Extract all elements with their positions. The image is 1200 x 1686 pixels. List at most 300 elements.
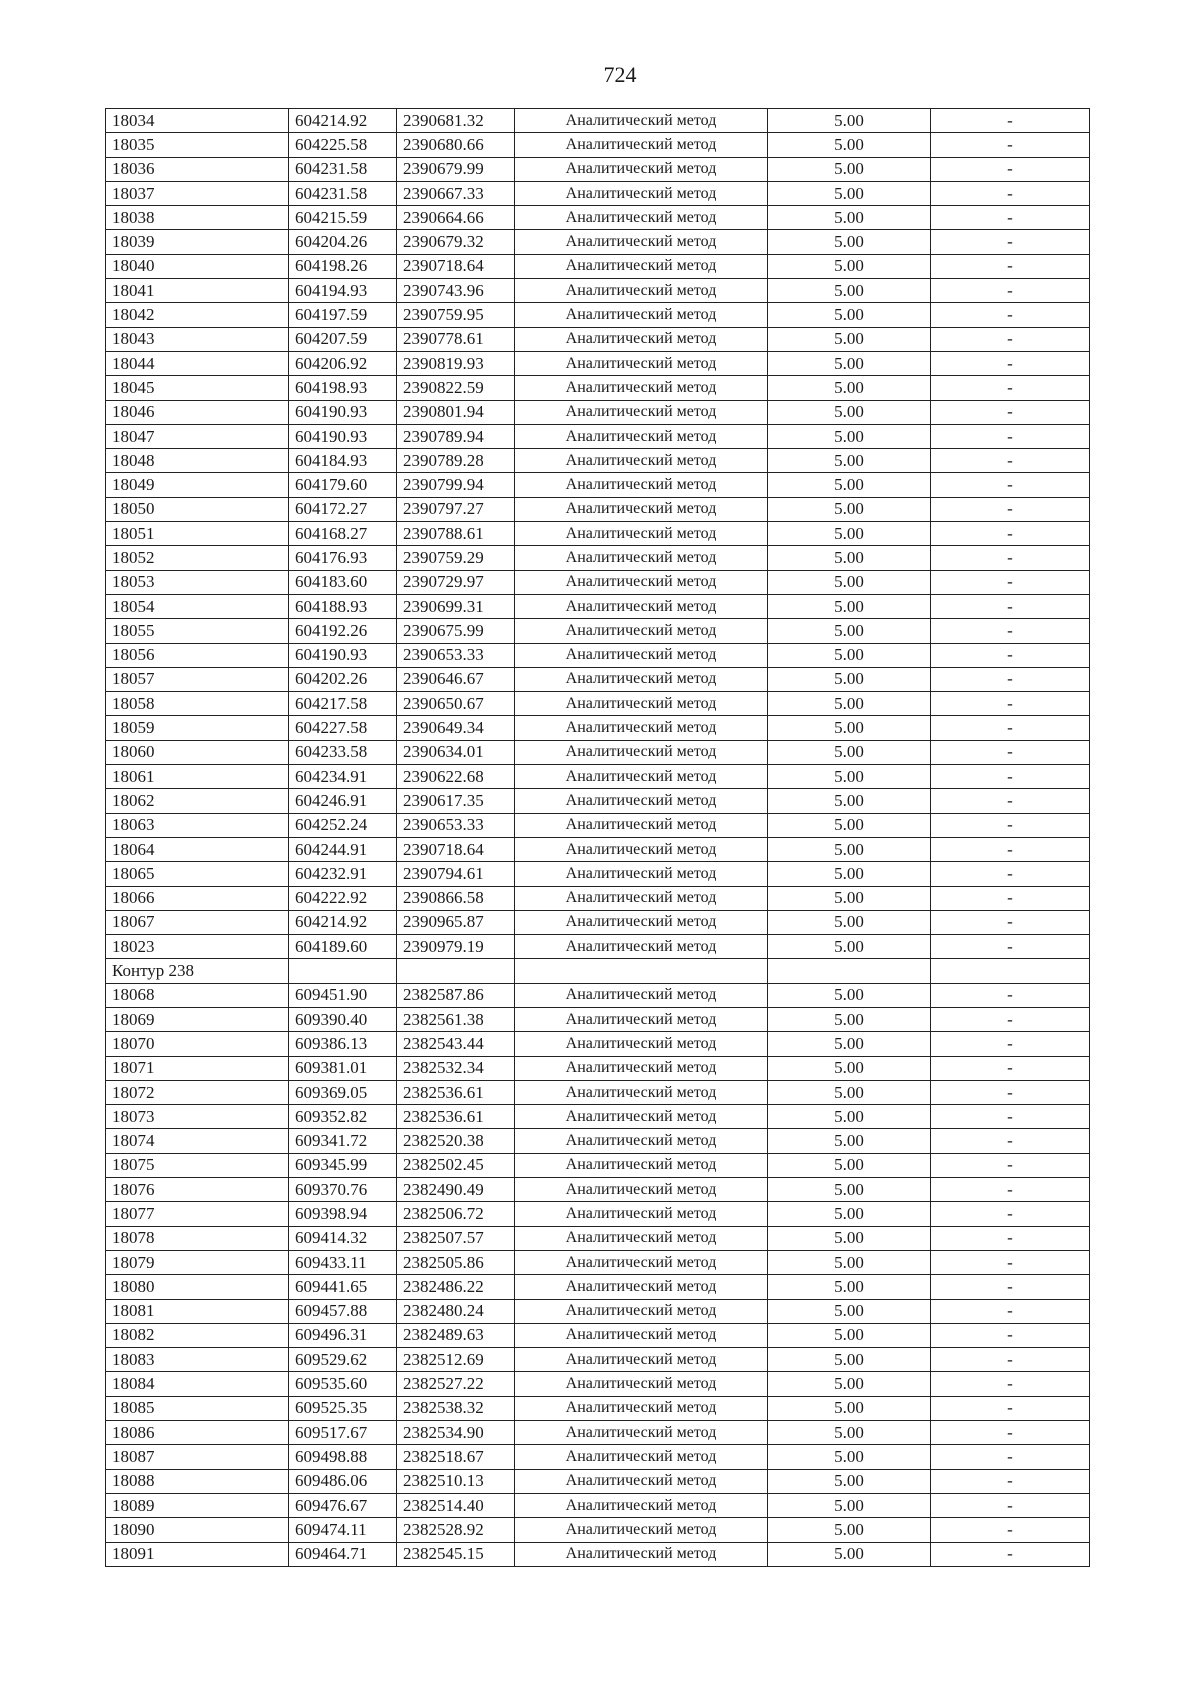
y-coordinate-cell: 2382543.44 [397, 1032, 515, 1056]
note-cell: - [931, 813, 1090, 837]
table-row [106, 279, 1090, 303]
note-cell: - [931, 279, 1090, 303]
point-id-cell: 18091 [106, 1542, 289, 1566]
x-coordinate-cell: 609525.35 [289, 1396, 397, 1420]
accuracy-cell: 5.00 [768, 351, 931, 375]
accuracy-cell: 5.00 [768, 643, 931, 667]
note-cell: - [931, 1348, 1090, 1372]
table-row [106, 886, 1090, 910]
accuracy-cell: 5.00 [768, 594, 931, 618]
note-cell: - [931, 1226, 1090, 1250]
accuracy-cell: 5.00 [768, 230, 931, 254]
point-id-cell: 18089 [106, 1493, 289, 1517]
x-coordinate-cell: 604190.93 [289, 424, 397, 448]
coordinates-table-body [106, 109, 1090, 1567]
table-row [106, 1323, 1090, 1347]
table-row [106, 740, 1090, 764]
method-cell: Аналитический метод [515, 1105, 768, 1129]
method-cell: Аналитический метод [515, 1469, 768, 1493]
table-row [106, 1421, 1090, 1445]
method-cell: Аналитический метод [515, 716, 768, 740]
y-coordinate-cell: 2390822.59 [397, 376, 515, 400]
x-coordinate-cell: 609370.76 [289, 1178, 397, 1202]
y-coordinate-cell: 2390797.27 [397, 497, 515, 521]
y-coordinate-cell: 2390680.66 [397, 133, 515, 157]
x-coordinate-cell: 604217.58 [289, 692, 397, 716]
method-cell: Аналитический метод [515, 667, 768, 691]
accuracy-cell: 5.00 [768, 813, 931, 837]
accuracy-cell: 5.00 [768, 497, 931, 521]
empty-cell [515, 959, 768, 983]
note-cell: - [931, 1421, 1090, 1445]
accuracy-cell: 5.00 [768, 1469, 931, 1493]
y-coordinate-cell: 2382536.61 [397, 1105, 515, 1129]
point-id-cell: 18046 [106, 400, 289, 424]
x-coordinate-cell: 604179.60 [289, 473, 397, 497]
method-cell: Аналитический метод [515, 424, 768, 448]
y-coordinate-cell: 2382536.61 [397, 1080, 515, 1104]
method-cell: Аналитический метод [515, 1250, 768, 1274]
table-row [106, 570, 1090, 594]
accuracy-cell: 5.00 [768, 1178, 931, 1202]
x-coordinate-cell: 609474.11 [289, 1518, 397, 1542]
x-coordinate-cell: 609390.40 [289, 1007, 397, 1031]
method-cell: Аналитический метод [515, 254, 768, 278]
y-coordinate-cell: 2390681.32 [397, 109, 515, 133]
y-coordinate-cell: 2390801.94 [397, 400, 515, 424]
accuracy-cell: 5.00 [768, 206, 931, 230]
x-coordinate-cell: 609498.88 [289, 1445, 397, 1469]
x-coordinate-cell: 604227.58 [289, 716, 397, 740]
accuracy-cell: 5.00 [768, 983, 931, 1007]
table-row [106, 473, 1090, 497]
method-cell: Аналитический метод [515, 813, 768, 837]
y-coordinate-cell: 2382489.63 [397, 1323, 515, 1347]
accuracy-cell: 5.00 [768, 1080, 931, 1104]
x-coordinate-cell: 604184.93 [289, 449, 397, 473]
x-coordinate-cell: 609486.06 [289, 1469, 397, 1493]
accuracy-cell: 5.00 [768, 1202, 931, 1226]
note-cell: - [931, 376, 1090, 400]
table-row [106, 983, 1090, 1007]
table-row [106, 1275, 1090, 1299]
method-cell: Аналитический метод [515, 1178, 768, 1202]
note-cell: - [931, 303, 1090, 327]
method-cell: Аналитический метод [515, 1421, 768, 1445]
page-number: 724 [603, 62, 637, 87]
table-row [106, 206, 1090, 230]
method-cell: Аналитический метод [515, 862, 768, 886]
point-id-cell: 18055 [106, 619, 289, 643]
note-cell: - [931, 1105, 1090, 1129]
note-cell: - [931, 1469, 1090, 1493]
note-cell: - [931, 449, 1090, 473]
y-coordinate-cell: 2382505.86 [397, 1250, 515, 1274]
y-coordinate-cell: 2382512.69 [397, 1348, 515, 1372]
point-id-cell: 18056 [106, 643, 289, 667]
method-cell: Аналитический метод [515, 740, 768, 764]
method-cell: Аналитический метод [515, 109, 768, 133]
y-coordinate-cell: 2382532.34 [397, 1056, 515, 1080]
method-cell: Аналитический метод [515, 837, 768, 861]
accuracy-cell: 5.00 [768, 1226, 931, 1250]
note-cell: - [931, 109, 1090, 133]
method-cell: Аналитический метод [515, 1518, 768, 1542]
method-cell: Аналитический метод [515, 935, 768, 959]
note-cell: - [931, 546, 1090, 570]
point-id-cell: 18079 [106, 1250, 289, 1274]
note-cell: - [931, 1372, 1090, 1396]
x-coordinate-cell: 609352.82 [289, 1105, 397, 1129]
table-row [106, 400, 1090, 424]
group-header-row [106, 959, 1090, 983]
x-coordinate-cell: 604204.26 [289, 230, 397, 254]
note-cell: - [931, 765, 1090, 789]
point-id-cell: 18062 [106, 789, 289, 813]
accuracy-cell: 5.00 [768, 1372, 931, 1396]
x-coordinate-cell: 604198.26 [289, 254, 397, 278]
accuracy-cell: 5.00 [768, 327, 931, 351]
point-id-cell: 18053 [106, 570, 289, 594]
method-cell: Аналитический метод [515, 522, 768, 546]
table-row [106, 643, 1090, 667]
empty-cell [768, 959, 931, 983]
y-coordinate-cell: 2382528.92 [397, 1518, 515, 1542]
x-coordinate-cell: 609369.05 [289, 1080, 397, 1104]
x-coordinate-cell: 609341.72 [289, 1129, 397, 1153]
note-cell: - [931, 619, 1090, 643]
table-row [106, 1372, 1090, 1396]
note-cell: - [931, 400, 1090, 424]
method-cell: Аналитический метод [515, 1396, 768, 1420]
x-coordinate-cell: 604231.58 [289, 181, 397, 205]
accuracy-cell: 5.00 [768, 1445, 931, 1469]
table-row [106, 910, 1090, 934]
accuracy-cell: 5.00 [768, 109, 931, 133]
point-id-cell: 18075 [106, 1153, 289, 1177]
table-row [106, 254, 1090, 278]
table-row [106, 862, 1090, 886]
x-coordinate-cell: 609398.94 [289, 1202, 397, 1226]
accuracy-cell: 5.00 [768, 1032, 931, 1056]
note-cell: - [931, 157, 1090, 181]
method-cell: Аналитический метод [515, 692, 768, 716]
accuracy-cell: 5.00 [768, 789, 931, 813]
accuracy-cell: 5.00 [768, 1518, 931, 1542]
accuracy-cell: 5.00 [768, 1542, 931, 1566]
y-coordinate-cell: 2390622.68 [397, 765, 515, 789]
point-id-cell: 18047 [106, 424, 289, 448]
point-id-cell: 18051 [106, 522, 289, 546]
note-cell: - [931, 1056, 1090, 1080]
y-coordinate-cell: 2382561.38 [397, 1007, 515, 1031]
accuracy-cell: 5.00 [768, 1348, 931, 1372]
y-coordinate-cell: 2382486.22 [397, 1275, 515, 1299]
x-coordinate-cell: 609345.99 [289, 1153, 397, 1177]
point-id-cell: 18052 [106, 546, 289, 570]
note-cell: - [931, 1542, 1090, 1566]
y-coordinate-cell: 2390646.67 [397, 667, 515, 691]
accuracy-cell: 5.00 [768, 1299, 931, 1323]
table-row [106, 1032, 1090, 1056]
x-coordinate-cell: 604231.58 [289, 157, 397, 181]
method-cell: Аналитический метод [515, 1275, 768, 1299]
y-coordinate-cell: 2382507.57 [397, 1226, 515, 1250]
y-coordinate-cell: 2390799.94 [397, 473, 515, 497]
table-row [106, 303, 1090, 327]
accuracy-cell: 5.00 [768, 449, 931, 473]
x-coordinate-cell: 604244.91 [289, 837, 397, 861]
table-row [106, 1348, 1090, 1372]
point-id-cell: 18040 [106, 254, 289, 278]
point-id-cell: 18060 [106, 740, 289, 764]
accuracy-cell: 5.00 [768, 910, 931, 934]
point-id-cell: 18085 [106, 1396, 289, 1420]
note-cell: - [931, 789, 1090, 813]
note-cell: - [931, 862, 1090, 886]
point-id-cell: 18086 [106, 1421, 289, 1445]
y-coordinate-cell: 2382527.22 [397, 1372, 515, 1396]
y-coordinate-cell: 2390675.99 [397, 619, 515, 643]
note-cell: - [931, 643, 1090, 667]
point-id-cell: 18081 [106, 1299, 289, 1323]
note-cell: - [931, 473, 1090, 497]
point-id-cell: 18048 [106, 449, 289, 473]
y-coordinate-cell: 2390718.64 [397, 837, 515, 861]
accuracy-cell: 5.00 [768, 279, 931, 303]
y-coordinate-cell: 2390617.35 [397, 789, 515, 813]
method-cell: Аналитический метод [515, 1007, 768, 1031]
method-cell: Аналитический метод [515, 157, 768, 181]
empty-cell [289, 959, 397, 983]
x-coordinate-cell: 604232.91 [289, 862, 397, 886]
method-cell: Аналитический метод [515, 1032, 768, 1056]
note-cell: - [931, 716, 1090, 740]
note-cell: - [931, 327, 1090, 351]
y-coordinate-cell: 2390788.61 [397, 522, 515, 546]
x-coordinate-cell: 604234.91 [289, 765, 397, 789]
y-coordinate-cell: 2390965.87 [397, 910, 515, 934]
table-row [106, 449, 1090, 473]
point-id-cell: 18066 [106, 886, 289, 910]
table-row [106, 327, 1090, 351]
method-cell: Аналитический метод [515, 546, 768, 570]
point-id-cell: 18039 [106, 230, 289, 254]
table-row [106, 1129, 1090, 1153]
accuracy-cell: 5.00 [768, 181, 931, 205]
table-row [106, 1178, 1090, 1202]
y-coordinate-cell: 2390664.66 [397, 206, 515, 230]
point-id-cell: 18083 [106, 1348, 289, 1372]
point-id-cell: 18063 [106, 813, 289, 837]
accuracy-cell: 5.00 [768, 473, 931, 497]
table-row [106, 1226, 1090, 1250]
table-row [106, 1153, 1090, 1177]
x-coordinate-cell: 604197.59 [289, 303, 397, 327]
y-coordinate-cell: 2382545.15 [397, 1542, 515, 1566]
x-coordinate-cell: 604172.27 [289, 497, 397, 521]
note-cell: - [931, 1153, 1090, 1177]
method-cell: Аналитический метод [515, 1445, 768, 1469]
method-cell: Аналитический метод [515, 230, 768, 254]
table-row [106, 1396, 1090, 1420]
method-cell: Аналитический метод [515, 1348, 768, 1372]
point-id-cell: 18042 [106, 303, 289, 327]
note-cell: - [931, 1129, 1090, 1153]
empty-cell [931, 959, 1090, 983]
table-row [106, 1007, 1090, 1031]
x-coordinate-cell: 604225.58 [289, 133, 397, 157]
point-id-cell: 18073 [106, 1105, 289, 1129]
note-cell: - [931, 1007, 1090, 1031]
accuracy-cell: 5.00 [768, 1275, 931, 1299]
x-coordinate-cell: 609457.88 [289, 1299, 397, 1323]
y-coordinate-cell: 2382480.24 [397, 1299, 515, 1323]
point-id-cell: 18082 [106, 1323, 289, 1347]
accuracy-cell: 5.00 [768, 1396, 931, 1420]
method-cell: Аналитический метод [515, 206, 768, 230]
method-cell: Аналитический метод [515, 643, 768, 667]
point-id-cell: 18045 [106, 376, 289, 400]
point-id-cell: 18057 [106, 667, 289, 691]
x-coordinate-cell: 609441.65 [289, 1275, 397, 1299]
method-cell: Аналитический метод [515, 1080, 768, 1104]
x-coordinate-cell: 604190.93 [289, 643, 397, 667]
accuracy-cell: 5.00 [768, 303, 931, 327]
note-cell: - [931, 1080, 1090, 1104]
point-id-cell: 18070 [106, 1032, 289, 1056]
method-cell: Аналитический метод [515, 1493, 768, 1517]
method-cell: Аналитический метод [515, 1129, 768, 1153]
method-cell: Аналитический метод [515, 619, 768, 643]
y-coordinate-cell: 2382520.38 [397, 1129, 515, 1153]
x-coordinate-cell: 609433.11 [289, 1250, 397, 1274]
y-coordinate-cell: 2382502.45 [397, 1153, 515, 1177]
accuracy-cell: 5.00 [768, 837, 931, 861]
accuracy-cell: 5.00 [768, 546, 931, 570]
method-cell: Аналитический метод [515, 400, 768, 424]
table-row [106, 376, 1090, 400]
table-row [106, 619, 1090, 643]
y-coordinate-cell: 2390679.32 [397, 230, 515, 254]
note-cell: - [931, 1202, 1090, 1226]
accuracy-cell: 5.00 [768, 1007, 931, 1031]
table-row [106, 1250, 1090, 1274]
table-row [106, 716, 1090, 740]
note-cell: - [931, 983, 1090, 1007]
y-coordinate-cell: 2390794.61 [397, 862, 515, 886]
table-row [106, 594, 1090, 618]
y-coordinate-cell: 2382510.13 [397, 1469, 515, 1493]
table-row [106, 1469, 1090, 1493]
y-coordinate-cell: 2390759.29 [397, 546, 515, 570]
accuracy-cell: 5.00 [768, 157, 931, 181]
x-coordinate-cell: 604192.26 [289, 619, 397, 643]
accuracy-cell: 5.00 [768, 716, 931, 740]
point-id-cell: 18067 [106, 910, 289, 934]
table-row [106, 813, 1090, 837]
accuracy-cell: 5.00 [768, 424, 931, 448]
point-id-cell: 18074 [106, 1129, 289, 1153]
point-id-cell: 18041 [106, 279, 289, 303]
table-row [106, 1493, 1090, 1517]
x-coordinate-cell: 604206.92 [289, 351, 397, 375]
note-cell: - [931, 692, 1090, 716]
accuracy-cell: 5.00 [768, 254, 931, 278]
table-row [106, 157, 1090, 181]
accuracy-cell: 5.00 [768, 692, 931, 716]
point-id-cell: 18077 [106, 1202, 289, 1226]
y-coordinate-cell: 2390650.67 [397, 692, 515, 716]
x-coordinate-cell: 609529.62 [289, 1348, 397, 1372]
method-cell: Аналитический метод [515, 1056, 768, 1080]
x-coordinate-cell: 604246.91 [289, 789, 397, 813]
x-coordinate-cell: 609381.01 [289, 1056, 397, 1080]
y-coordinate-cell: 2390778.61 [397, 327, 515, 351]
method-cell: Аналитический метод [515, 910, 768, 934]
x-coordinate-cell: 609517.67 [289, 1421, 397, 1445]
note-cell: - [931, 1518, 1090, 1542]
method-cell: Аналитический метод [515, 279, 768, 303]
note-cell: - [931, 1493, 1090, 1517]
note-cell: - [931, 181, 1090, 205]
x-coordinate-cell: 604214.92 [289, 910, 397, 934]
point-id-cell: 18061 [106, 765, 289, 789]
x-coordinate-cell: 609386.13 [289, 1032, 397, 1056]
accuracy-cell: 5.00 [768, 619, 931, 643]
accuracy-cell: 5.00 [768, 886, 931, 910]
point-id-cell: 18071 [106, 1056, 289, 1080]
y-coordinate-cell: 2390653.33 [397, 643, 515, 667]
point-id-cell: 18044 [106, 351, 289, 375]
y-coordinate-cell: 2382506.72 [397, 1202, 515, 1226]
table-row [106, 789, 1090, 813]
method-cell: Аналитический метод [515, 1153, 768, 1177]
accuracy-cell: 5.00 [768, 1129, 931, 1153]
y-coordinate-cell: 2390634.01 [397, 740, 515, 764]
point-id-cell: 18036 [106, 157, 289, 181]
method-cell: Аналитический метод [515, 1226, 768, 1250]
table-row [106, 351, 1090, 375]
table-row [106, 1299, 1090, 1323]
note-cell: - [931, 206, 1090, 230]
y-coordinate-cell: 2390819.93 [397, 351, 515, 375]
accuracy-cell: 5.00 [768, 765, 931, 789]
accuracy-cell: 5.00 [768, 740, 931, 764]
table-row [106, 1542, 1090, 1566]
x-coordinate-cell: 604183.60 [289, 570, 397, 594]
empty-cell [397, 959, 515, 983]
x-coordinate-cell: 604207.59 [289, 327, 397, 351]
coordinates-table [105, 108, 1090, 1567]
y-coordinate-cell: 2390667.33 [397, 181, 515, 205]
note-cell: - [931, 667, 1090, 691]
x-coordinate-cell: 609496.31 [289, 1323, 397, 1347]
method-cell: Аналитический метод [515, 351, 768, 375]
table-row [106, 133, 1090, 157]
note-cell: - [931, 1250, 1090, 1274]
y-coordinate-cell: 2390679.99 [397, 157, 515, 181]
note-cell: - [931, 740, 1090, 764]
accuracy-cell: 5.00 [768, 667, 931, 691]
point-id-cell: 18072 [106, 1080, 289, 1104]
accuracy-cell: 5.00 [768, 1056, 931, 1080]
note-cell: - [931, 522, 1090, 546]
x-coordinate-cell: 604215.59 [289, 206, 397, 230]
method-cell: Аналитический метод [515, 133, 768, 157]
y-coordinate-cell: 2382514.40 [397, 1493, 515, 1517]
table-row [106, 1080, 1090, 1104]
